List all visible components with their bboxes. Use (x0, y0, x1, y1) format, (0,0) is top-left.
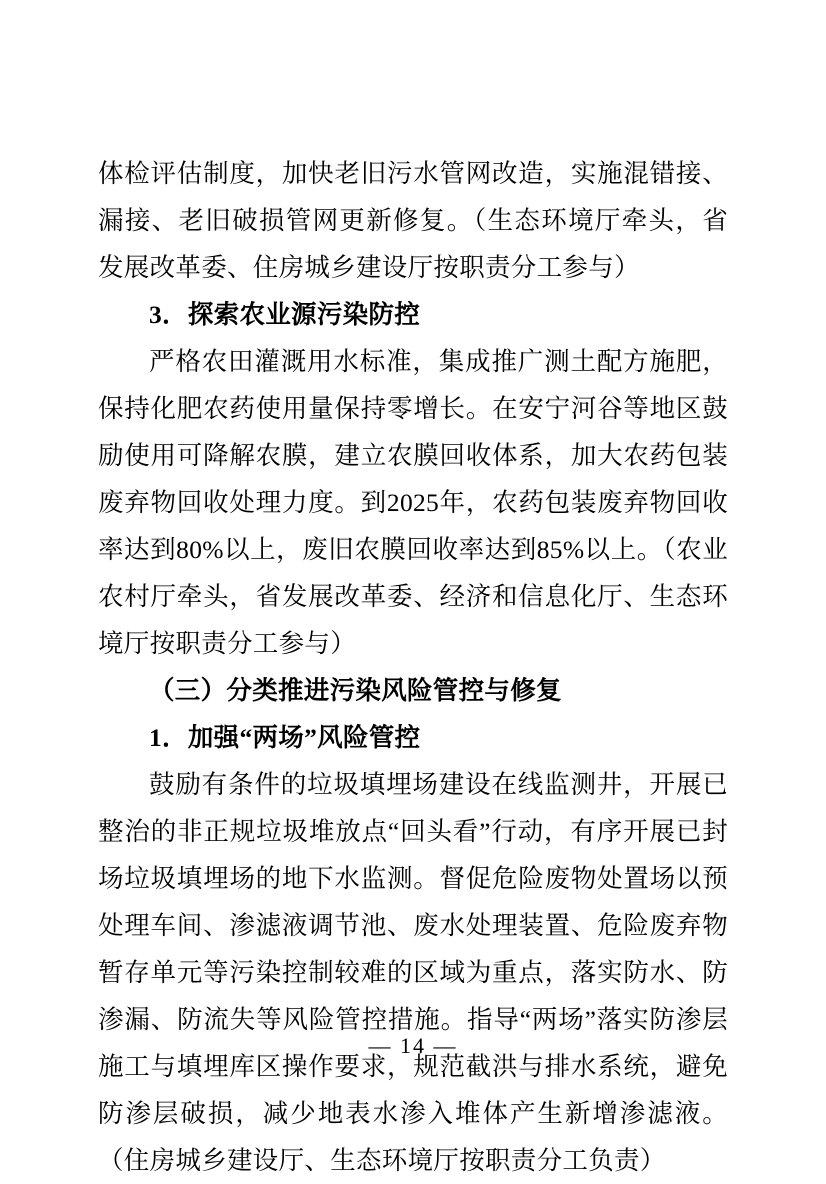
heading-agriculture-pollution: 3．探索农业源污染防控 (149, 300, 421, 329)
paragraph-landfill-monitoring: 鼓励有条件的垃圾填埋场建设在线监测井，开展已整治的非正规垃圾堆放点“回头看”行动，有序开展已封场垃圾填埋场的地下水监测。督促危险废物处置场以预处理车间、渗滤液调节池、废水处理装置、危险废弃物暂存单元等污染控制较难的区域为重点，落实防水、防渗漏、防流失等风险管控措施。指导“两场”落实防渗层施工与填埋库区操作要求，规范截洪与排水系统，避免防渗层破损，减少地表水渗入堆体产生新增渗滤液。（住房城乡建设厅、生态环境厅按职责分工负责） (98, 770, 728, 1175)
heading-section-three: （三）分类推进污染风险管控与修复 (149, 676, 562, 705)
page-footer (0, 1033, 826, 1059)
paragraph-sewer-network: 体检评估制度，加快老旧污水管网改造，实施混错接、漏接、老旧破损管网更新修复。（生态环境厅牵头，省发展改革委、住房城乡建设厅按职责分工参与） (98, 159, 728, 282)
paragraph-agriculture-measures: 严格农田灌溉用水标准，集成推广测土配方施肥，保持化肥农药使用量保持零增长。在安宁河谷等地区鼓励使用可降解农膜，建立农膜回收体系，加大农药包装废弃物回收处理力度。到2025年，农药包装废弃物回收率达到80%以上，废旧农膜回收率达到85%以上。（农业农村厅牵头，省发展改革委、经济和信息化厅、生态环境厅按职责分工参与） (98, 347, 728, 658)
heading-two-sites-risk: 1．加强“两场”风险管控 (149, 723, 421, 752)
page-number: — 14 — (368, 1033, 458, 1058)
